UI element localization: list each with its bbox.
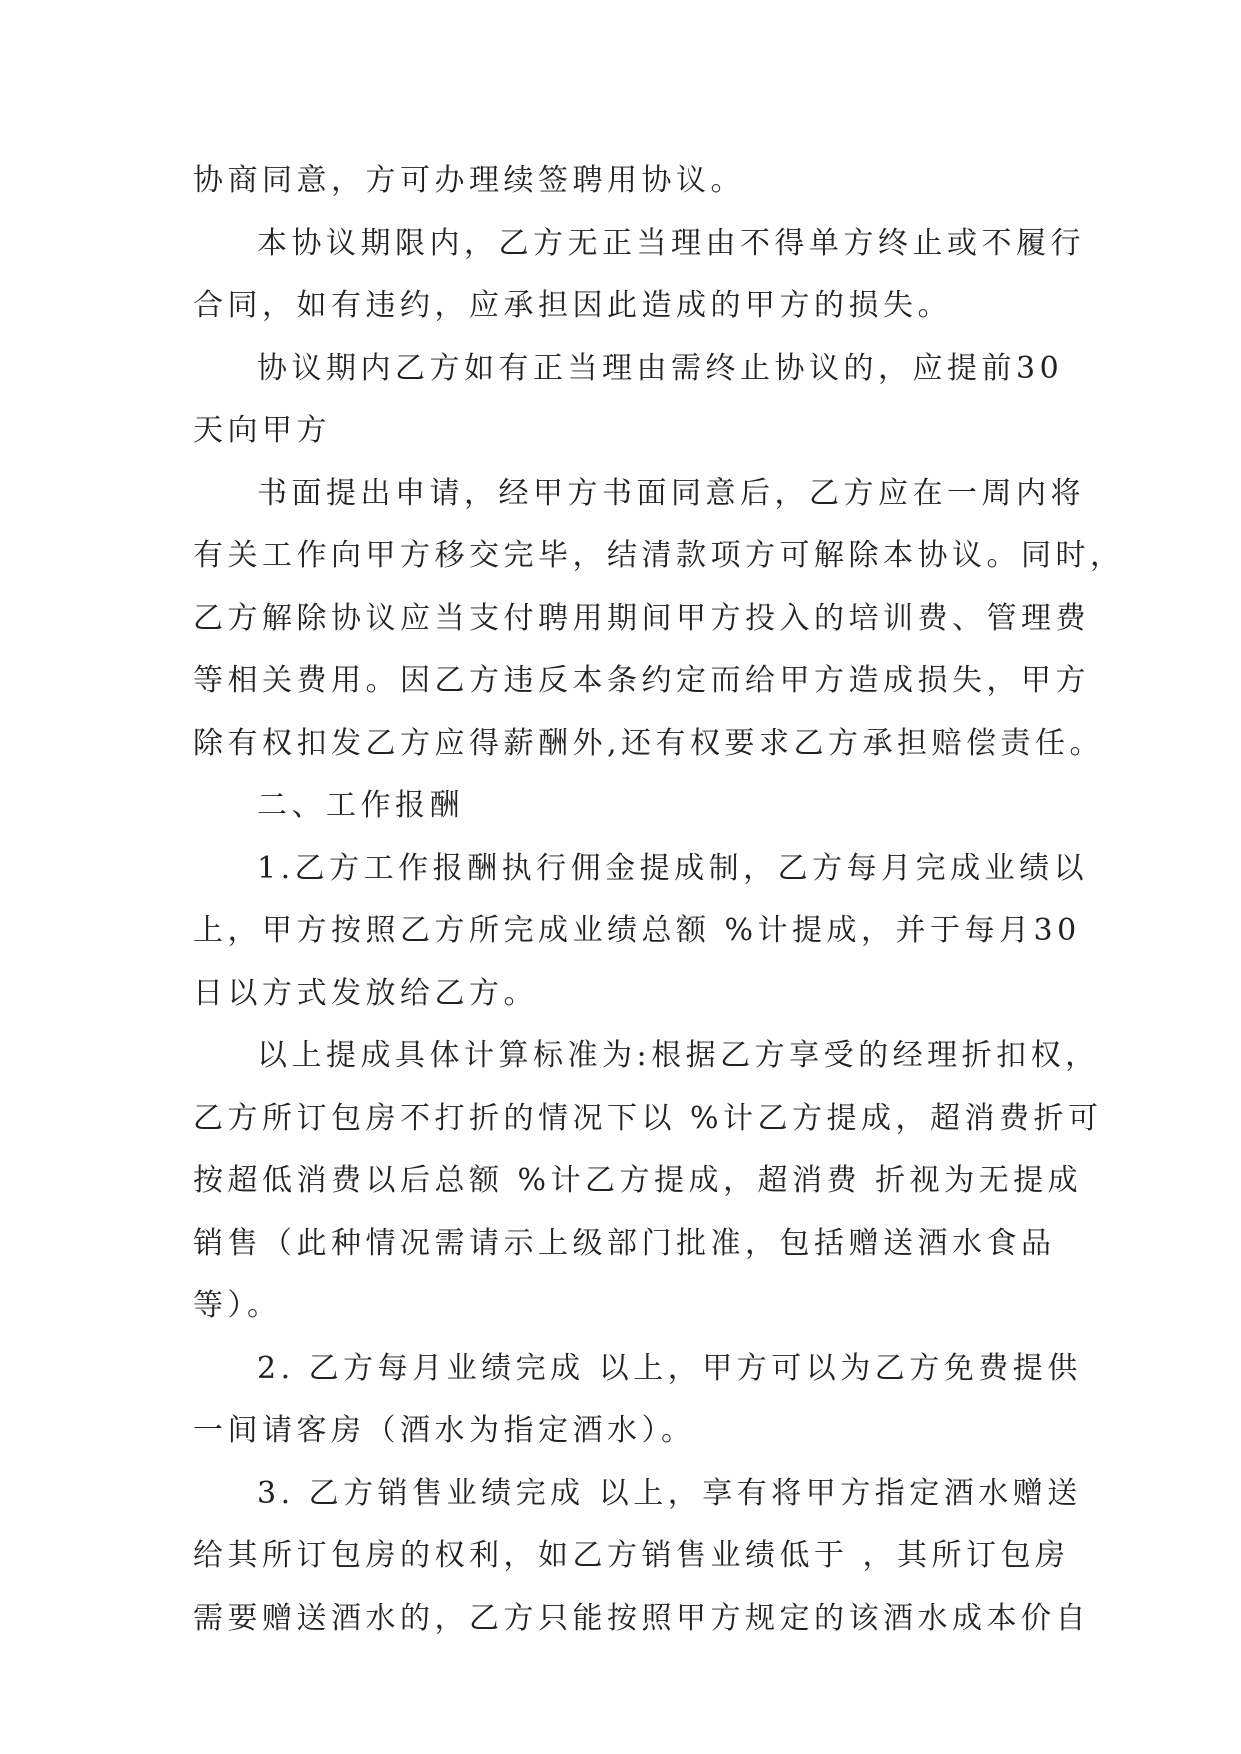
text-line: 乙方所订包房不打折的情况下以 %计乙方提成，超消费折可 <box>193 1100 1103 1136</box>
text-line: 按超低消费以后总额 %计乙方提成，超消费 折视为无提成 <box>193 1163 1083 1198</box>
text-line: 除有权扣发乙方应得薪酬外,还有权要求乙方承担赔偿责任。 <box>193 725 1105 761</box>
text-line: 一间请客房（酒水为指定酒水）。 <box>193 1413 696 1448</box>
text-line: 给其所订包房的权利，如乙方销售业绩低于 ，其所订包房 <box>193 1538 1070 1573</box>
text-line: 等相关费用。因乙方违反本条约定而给甲方造成损失，甲方 <box>193 663 1090 698</box>
text-line: 上，甲方按照乙方所完成业绩总额 %计提成，并于每月30 <box>193 913 1081 948</box>
text-line: 销售（此种情况需请示上级部门批准，包括赠送酒水食品 <box>193 1225 1056 1261</box>
text-line: 协议期内乙方如有正当理由需终止协议的，应提前30 <box>257 350 1064 386</box>
text-line: 本协议期限内，乙方无正当理由不得单方终止或不履行 <box>257 225 1085 261</box>
section-heading: 二、工作报酬 <box>257 788 464 823</box>
text-line: 1.乙方工作报酬执行佣金提成制，乙方每月完成业绩以 <box>257 850 1089 886</box>
text-line: 有关工作向甲方移交完毕，结清款项方可解除本协议。同时， <box>193 538 1125 573</box>
text-line: 等）。 <box>193 1288 282 1323</box>
text-line: 日以方式发放给乙方。 <box>193 975 538 1011</box>
text-line: 需要赠送酒水的，乙方只能按照甲方规定的该酒水成本价自 <box>193 1600 1090 1636</box>
text-line: 以上提成具体计算标准为:根据乙方享受的经理折扣权， <box>257 1038 1100 1073</box>
text-line: 合同，如有违约，应承担因此造成的甲方的损失。 <box>193 288 952 323</box>
text-line: 天向甲方 <box>193 413 331 448</box>
text-line: 2. 乙方每月业绩完成 以上，甲方可以为乙方免费提供 <box>257 1350 1082 1386</box>
text-line: 3. 乙方销售业绩完成 以上，享有将甲方指定酒水赠送 <box>257 1475 1082 1511</box>
text-line: 书面提出申请，经甲方书面同意后，乙方应在一周内将 <box>257 475 1085 511</box>
contract-body-text <box>193 150 1125 1650</box>
text-line: 协商同意，方可办理续签聘用协议。 <box>193 163 745 198</box>
text-line: 乙方解除协议应当支付聘用期间甲方投入的培训费、管理费 <box>193 600 1090 636</box>
